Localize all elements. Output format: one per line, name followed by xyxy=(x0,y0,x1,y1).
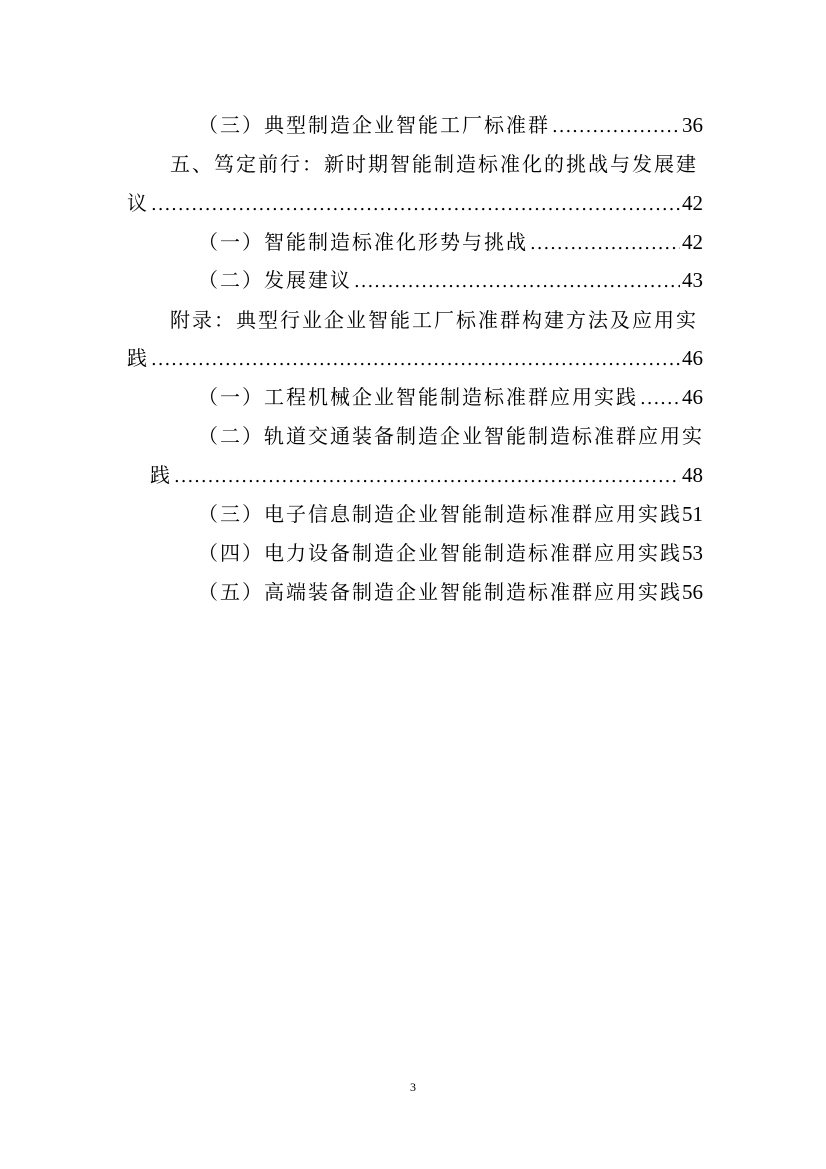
toc-entry[interactable] xyxy=(198,266,703,296)
toc-entry-title[interactable]: 五、笃定前行：新时期智能制造标准化的挑战与发展建 xyxy=(170,152,698,176)
toc-entry-title: （三）典型制造企业智能工厂标准群 xyxy=(198,113,550,137)
toc-page-number: 46 xyxy=(682,385,703,409)
toc-page-number: 46 xyxy=(682,346,703,370)
toc-page-number: 56 xyxy=(682,580,703,604)
toc-entry[interactable] xyxy=(127,344,703,374)
toc-entry-title: （五）高端装备制造企业智能制造标准群应用实践 xyxy=(198,580,682,604)
toc-entry-title[interactable]: （二）轨道交通装备制造企业智能制造标准群应用实 xyxy=(198,424,704,448)
toc-entry-title: （四）电力设备制造企业智能制造标准群应用实践 xyxy=(198,541,682,565)
toc-leader-dots xyxy=(151,191,680,219)
toc-entry-title: （一）工程机械企业智能制造标准群应用实践 xyxy=(198,385,638,409)
toc-entry-title-continued: 践 xyxy=(150,463,172,487)
toc-entry-title: （一）智能制造标准化形势与挑战 xyxy=(198,230,528,254)
toc-leader-dots xyxy=(530,230,680,258)
toc-leader-dots xyxy=(640,385,680,413)
toc-page-number: 42 xyxy=(682,191,703,215)
toc-entry[interactable] xyxy=(198,383,703,413)
toc-page-number: 43 xyxy=(682,268,703,292)
toc-entry[interactable] xyxy=(198,111,703,141)
toc-leader-dots xyxy=(151,346,680,374)
toc-entry-title-continued: 议 xyxy=(127,191,149,215)
toc-entry[interactable] xyxy=(127,189,703,219)
toc-page-number: 53 xyxy=(682,541,703,565)
toc-entry-title[interactable]: 附录：典型行业企业智能工厂标准群构建方法及应用实 xyxy=(170,308,698,332)
toc-entry[interactable] xyxy=(198,228,703,258)
toc-entry[interactable] xyxy=(198,578,703,606)
toc-leader-dots xyxy=(354,268,680,296)
toc-page-number: 48 xyxy=(682,463,703,487)
toc-entry[interactable] xyxy=(198,500,703,528)
toc-entry[interactable] xyxy=(150,461,703,491)
toc-page-number: 42 xyxy=(682,230,703,254)
toc-leader-dots xyxy=(174,463,680,491)
toc-page-number: 36 xyxy=(682,113,703,137)
toc-entry[interactable] xyxy=(198,539,703,567)
toc-leader-dots xyxy=(552,113,680,141)
toc-entry-title-continued: 践 xyxy=(127,346,149,370)
toc-entry-title: （二）发展建议 xyxy=(198,268,352,292)
toc-page-number: 51 xyxy=(682,502,703,526)
toc-entry-title: （三）电子信息制造企业智能制造标准群应用实践 xyxy=(198,502,682,526)
footer-page-number: 3 xyxy=(410,1080,416,1094)
